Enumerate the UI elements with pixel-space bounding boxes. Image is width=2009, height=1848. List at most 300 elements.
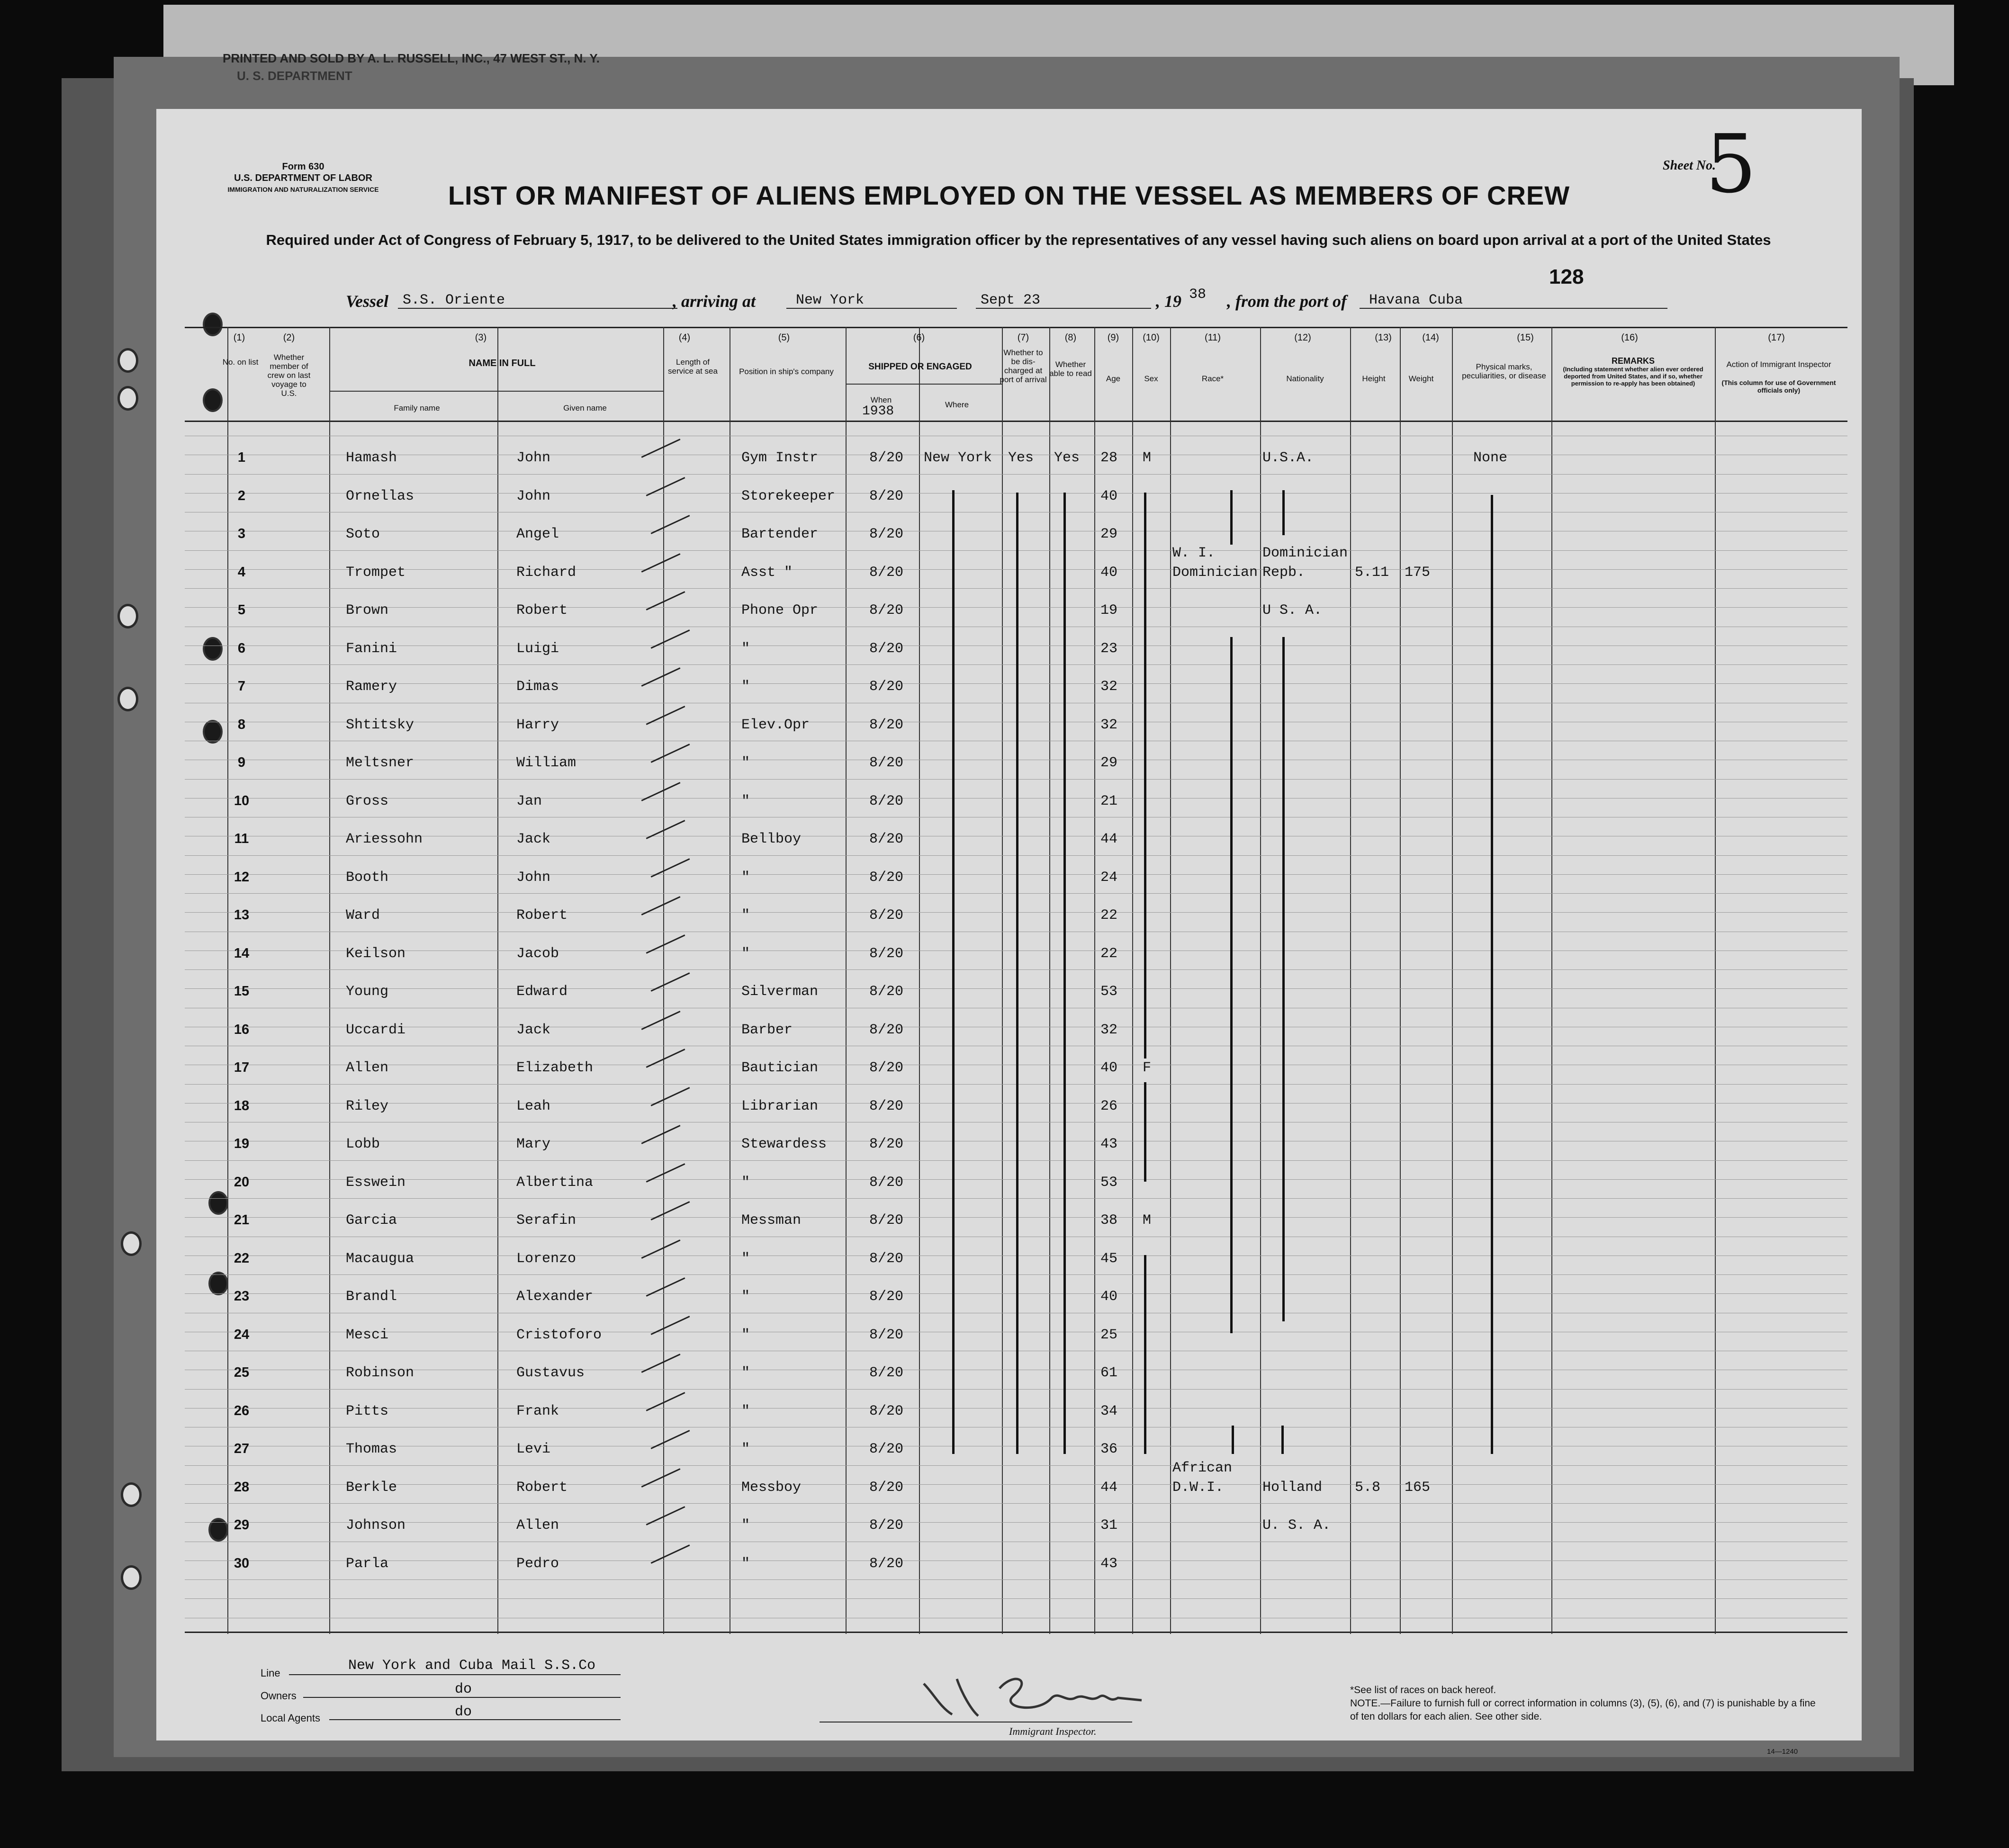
header-shipped-engaged: SHIPPED OR ENGAGED [868,362,972,372]
ruled-line [185,474,1847,475]
given-name: Cristoforo [516,1327,602,1343]
row-number: 18 [234,1098,250,1113]
given-name: Pedro [516,1555,559,1572]
header-inspector-action: Action of Immigrant Inspector [1726,360,1831,369]
header-race: Race* [1201,374,1224,383]
ditto-stroke-sex [1144,493,1146,1059]
column-rule [1452,327,1453,1634]
age: 53 [1100,984,1118,1000]
shipped-when: 8/20 [869,755,904,771]
shipped-when: 8/20 [869,602,904,619]
shipped-when: 8/20 [869,450,904,466]
age: 19 [1100,602,1118,619]
given-name: Jan [516,793,542,809]
column-number-14: (14) [1422,332,1439,343]
sex: M [1143,450,1152,466]
discharged-flag: Yes [1008,450,1034,466]
family-name: Uccardi [346,1022,406,1038]
header-when-year: 1938 [862,404,894,419]
from-port-label: , from the port of [1227,292,1347,311]
document-subtitle: Required under Act of Congress of February 5, 1917, to be delivered to the United States immigration officer by the representatives of any vessel having such aliens on board upon arrival at a port of the United States [266,232,1771,248]
inspector-signature [895,1669,1236,1722]
column-number-6: (6) [913,332,925,343]
owners-value: do [455,1681,472,1697]
column-rule [1002,327,1003,1634]
row-number: 8 [237,717,246,732]
crew-manifest-table [185,327,1847,1634]
given-name: Serafin [516,1212,577,1229]
header-physical-marks: Physical marks, peculiarities, or disease [1462,362,1546,380]
shipped-when: 8/20 [869,1289,904,1305]
position: " [741,1289,750,1305]
family-name: Keilson [346,945,406,962]
position: " [741,945,750,962]
family-name: Booth [346,869,389,886]
age: 26 [1100,1098,1118,1114]
column-number-15: (15) [1517,332,1534,343]
column-rule [846,327,847,1634]
sex: F [1143,1060,1152,1076]
ditto-stroke-discharged [1016,493,1018,1454]
row-number: 16 [234,1022,250,1037]
shipped-when: 8/20 [869,1555,904,1572]
given-name: Alexander [516,1289,594,1305]
row-number: 26 [234,1403,250,1418]
local-agents-label: Local Agents [261,1712,320,1724]
form-code: 14—1240 [1767,1748,1798,1756]
shipped-when: 8/20 [869,1327,904,1343]
departure-port: Havana Cuba [1369,292,1463,308]
height: 5.11 [1355,564,1389,581]
header-where: Where [945,400,969,409]
family-name: Allen [346,1060,389,1076]
family-name: Ariessohn [346,831,423,847]
column-rule [1094,327,1095,1634]
binder-hole [117,348,138,373]
row-number: 15 [234,984,250,999]
binder-hole [121,1565,142,1590]
given-name: Edward [516,984,568,1000]
printer-imprint: PRINTED AND SOLD BY A. L. RUSSELL, INC., 47 WEST ST., N. Y. [223,51,600,65]
shipped-where: New York [924,450,992,466]
header-sub-rule [329,391,663,392]
family-name: Meltsner [346,755,414,771]
given-name: Jack [516,831,551,847]
family-name: Fanini [346,640,397,657]
column-number-13: (13) [1375,332,1392,343]
row-number: 21 [234,1212,250,1228]
nationality: Repb. [1262,564,1306,581]
family-name: Trompet [346,564,406,581]
age: 43 [1100,1136,1118,1152]
binder-hole [121,1482,142,1507]
given-name: Richard [516,564,577,581]
family-name: Young [346,984,389,1000]
position: " [741,679,750,695]
header-given-name: Given name [563,404,607,413]
position: Elev.Opr [741,717,810,733]
arrival-year: 38 [1189,287,1207,303]
vessel-underline [398,308,677,309]
ditto-stroke-race [1230,490,1233,545]
shipped-when: 8/20 [869,488,904,504]
nationality: U. S. A. [1262,1517,1331,1534]
row-number: 10 [234,793,250,808]
shipped-when: 8/20 [869,1174,904,1191]
position: Messboy [741,1479,802,1496]
column-rule [1350,327,1351,1634]
shipped-when: 8/20 [869,793,904,809]
line-label: Line [261,1667,280,1679]
family-name: Ramery [346,679,397,695]
column-rule [227,327,228,1634]
shipped-when: 8/20 [869,1517,904,1534]
column-number-7: (7) [1017,332,1029,343]
row-number: 27 [234,1441,250,1456]
family-name: Shtitsky [346,717,414,733]
year-prefix: , 19 [1156,292,1181,311]
shipped-when: 8/20 [869,984,904,1000]
local-agents-underline [329,1719,621,1720]
given-name: Frank [516,1403,559,1419]
given-name: Elizabeth [516,1060,594,1076]
family-name: Robinson [346,1365,414,1381]
race: African [1172,1460,1233,1476]
shipped-when: 8/20 [869,640,904,657]
header-sex: Sex [1144,374,1158,383]
header-inspector-note: (This column for use of Government officials only) [1721,379,1836,394]
family-name: Pitts [346,1403,389,1419]
position: Silverman [741,984,819,1000]
column-rule [1132,327,1133,1634]
arriving-label: , arriving at [673,292,756,311]
column-number-16: (16) [1621,332,1638,343]
department-name: U.S. DEPARTMENT OF LABOR [234,173,372,183]
column-rule [1715,327,1716,1634]
shipped-when: 8/20 [869,564,904,581]
ruled-line [185,1598,1847,1599]
line-value: New York and Cuba Mail S.S.Co [348,1658,596,1674]
position: Phone Opr [741,602,819,619]
position: Asst " [741,564,793,581]
column-rule [919,327,920,1634]
age: 32 [1100,679,1118,695]
ruled-line [185,1579,1847,1580]
header-name-in-full: NAME IN FULL [468,358,536,368]
row-number: 28 [234,1479,250,1495]
shipped-when: 8/20 [869,1479,904,1496]
age: 36 [1100,1441,1118,1457]
family-name: Soto [346,526,380,542]
ditto-stroke-read [1063,493,1066,1454]
age: 29 [1100,526,1118,542]
shipped-when: 8/20 [869,1441,904,1457]
height: 5.8 [1355,1479,1381,1496]
given-name: Robert [516,602,568,619]
family-name: Ward [346,907,380,924]
position: " [741,1327,750,1343]
row-number: 12 [234,869,250,885]
row-number: 7 [237,679,246,694]
given-name: Levi [516,1441,551,1457]
age: 22 [1100,945,1118,962]
age: 53 [1100,1174,1118,1191]
age: 43 [1100,1555,1118,1572]
shipped-when: 8/20 [869,1250,904,1267]
given-name: Gustavus [516,1365,585,1381]
row-number: 11 [234,831,249,846]
sheet-number: 5 [1705,117,1757,211]
ditto-stroke-race [1230,637,1233,1333]
age: 34 [1100,1403,1118,1419]
age: 40 [1100,488,1118,504]
race: W. I. [1172,545,1216,561]
row-number: 9 [237,755,246,770]
ditto-stroke-where [952,490,955,1454]
position: Bartender [741,526,819,542]
ditto-stroke-nationality [1281,1426,1284,1454]
table-bottom-rule [185,1632,1847,1633]
row-number: 30 [234,1555,250,1571]
given-name: Mary [516,1136,551,1152]
position: " [741,640,750,657]
position: Barber [741,1022,793,1038]
arrival-port: New York [796,292,865,308]
position: " [741,907,750,924]
column-number-11: (11) [1204,332,1221,343]
ruled-line [185,1522,1847,1523]
row-number: 23 [234,1289,250,1304]
column-number-12: (12) [1294,332,1311,343]
date-underline [976,308,1151,309]
header-crew-last-voyage: Whether member of crew on last voyage to U.S. [267,353,311,398]
ruled-line [185,1465,1847,1466]
header-family-name: Family name [394,404,440,413]
family-name: Garcia [346,1212,397,1229]
given-name: John [516,488,551,504]
vessel-line [185,287,1677,311]
header-position: Position in ship's company [739,367,834,376]
header-when: When [870,395,892,404]
column-rule [1400,327,1401,1634]
position: Bautician [741,1060,819,1076]
ditto-stroke-nationality [1282,637,1285,1321]
column-number-8: (8) [1064,332,1077,343]
given-name: Albertina [516,1174,594,1191]
row-number: 2 [237,488,246,503]
race: Dominician [1172,564,1258,581]
column-number-2: (2) [283,332,295,343]
shipped-when: 8/20 [869,1136,904,1152]
local-agents-value: do [455,1704,472,1720]
vessel-name: S.S. Oriente [403,292,505,308]
header-age: Age [1106,374,1121,383]
nationality: Dominician [1262,545,1348,561]
form-number: Form 630 [282,161,324,172]
column-rule [663,327,664,1634]
given-name: Allen [516,1517,559,1534]
service-name: IMMIGRATION AND NATURALIZATION SERVICE [227,186,379,193]
position: Bellboy [741,831,802,847]
row-number: 22 [234,1250,250,1266]
given-name: Lorenzo [516,1250,577,1267]
given-name: Dimas [516,679,559,695]
position: " [741,1365,750,1381]
column-rule [1049,327,1050,1634]
age: 31 [1100,1517,1118,1534]
header-discharged: Whether to be dis-charged at port of arrival [1000,348,1047,384]
column-rule [329,327,330,1634]
position: " [741,1441,750,1457]
family-name: Brown [346,602,389,619]
shipped-when: 8/20 [869,945,904,962]
position: " [741,793,750,809]
position: Gym Instr [741,450,819,466]
inspector-label: Immigrant Inspector. [1009,1725,1097,1737]
underlying-dept-text: U. S. DEPARTMENT [237,69,352,83]
row-number: 20 [234,1174,250,1190]
header-nationality: Nationality [1286,374,1324,383]
binder-hole [121,1231,142,1256]
weight: 165 [1405,1479,1431,1496]
column-number-3: (3) [475,332,487,343]
header-remarks: REMARKS [1611,356,1655,366]
position: " [741,1517,750,1534]
age: 38 [1100,1212,1118,1229]
sheet-number-label: Sheet No. [1663,158,1716,173]
position: " [741,755,750,771]
binder-hole [117,687,138,711]
shipped-when: 8/20 [869,526,904,542]
arrival-date: Sept 23 [981,292,1041,308]
given-name: Harry [516,717,559,733]
column-number-10: (10) [1143,332,1160,343]
header-weight: Weight [1408,374,1434,383]
position: Librarian [741,1098,819,1114]
ditto-stroke-sex [1144,1082,1146,1182]
vessel-label: Vessel [346,292,388,311]
age: 21 [1100,793,1118,809]
given-name: Jack [516,1022,551,1038]
header-able-to-read: Whether able to read [1049,360,1092,378]
given-name: William [516,755,577,771]
age: 32 [1100,717,1118,733]
column-number-1: (1) [233,332,245,343]
read-flag: Yes [1054,450,1080,466]
document-title: LIST OR MANIFEST OF ALIENS EMPLOYED ON THE VESSEL AS MEMBERS OF CREW [448,180,1570,210]
given-name: Leah [516,1098,551,1114]
row-number: 13 [234,907,250,923]
age: 44 [1100,831,1118,847]
sex: M [1143,1212,1152,1229]
age: 25 [1100,1327,1118,1343]
shipped-when: 8/20 [869,1060,904,1076]
weight: 175 [1405,564,1431,581]
family-name: Mesci [346,1327,389,1343]
column-rule [1260,327,1261,1634]
family-name: Macaugua [346,1250,414,1267]
header-bottom-rule [185,421,1847,422]
row-number: 14 [234,945,250,961]
given-name: Angel [516,526,559,542]
manifest-footer [185,1636,1847,1764]
owners-label: Owners [261,1690,297,1702]
penalty-note: NOTE.—Failure to furnish full or correct information in columns (3), (5), (6), and (7) is punishable by a fine of ten dollars for each alien. See other side. [1350,1698,1816,1722]
shipped-when: 8/20 [869,1365,904,1381]
shipped-when: 8/20 [869,869,904,886]
shipped-when: 8/20 [869,1022,904,1038]
race: D.W.I. [1172,1479,1224,1496]
nationality: Holland [1262,1479,1323,1496]
stamped-number: 128 [1549,265,1584,288]
family-name: Johnson [346,1517,406,1534]
age: 29 [1100,755,1118,771]
family-name: Ornellas [346,488,414,504]
row-number: 1 [237,450,246,465]
column-number-9: (9) [1107,332,1119,343]
ruled-line [185,1484,1847,1485]
column-rule [497,327,498,1634]
header-height: Height [1362,374,1386,383]
given-name: Robert [516,907,568,924]
family-name: Brandl [346,1289,397,1305]
age: 40 [1100,1289,1118,1305]
position: " [741,1250,750,1267]
age: 44 [1100,1479,1118,1496]
family-name: Hamash [346,450,397,466]
age: 40 [1100,1060,1118,1076]
row-number: 5 [237,602,246,618]
family-name: Gross [346,793,389,809]
age: 24 [1100,869,1118,886]
given-name: Jacob [516,945,559,962]
family-name: Parla [346,1555,389,1572]
family-name: Thomas [346,1441,397,1457]
family-name: Berkle [346,1479,397,1496]
ditto-stroke-sex [1144,1255,1146,1454]
given-name: Luigi [516,640,559,657]
position: " [741,1403,750,1419]
position: " [741,1174,750,1191]
header-no-on-list: No. on list [222,358,259,367]
row-number: 29 [234,1517,250,1533]
ditto-stroke-physical-marks [1491,495,1493,1454]
position: Stewardess [741,1136,827,1152]
shipped-when: 8/20 [869,717,904,733]
row-number: 25 [234,1365,250,1380]
line-underline [289,1674,621,1675]
position: " [741,869,750,886]
races-note: *See list of races on back hereof. [1350,1685,1496,1695]
binder-hole [117,386,138,411]
header-remarks-note: (Including statement whether alien ever ordered deported from United States, and if so, whether permission to re-apply has been obtained) [1563,366,1703,387]
column-rule [1170,327,1171,1634]
column-number-17: (17) [1768,332,1785,343]
family-name: Lobb [346,1136,380,1152]
position: Storekeeper [741,488,836,504]
age: 61 [1100,1365,1118,1381]
position: " [741,1555,750,1572]
age: 28 [1100,450,1118,466]
family-name: Esswein [346,1174,406,1191]
shipped-when: 8/20 [869,907,904,924]
physical-marks: None [1473,450,1508,466]
shipped-when: 8/20 [869,831,904,847]
owners-underline [303,1697,621,1698]
age: 23 [1100,640,1118,657]
given-name: Robert [516,1479,568,1496]
shipped-when: 8/20 [869,1403,904,1419]
